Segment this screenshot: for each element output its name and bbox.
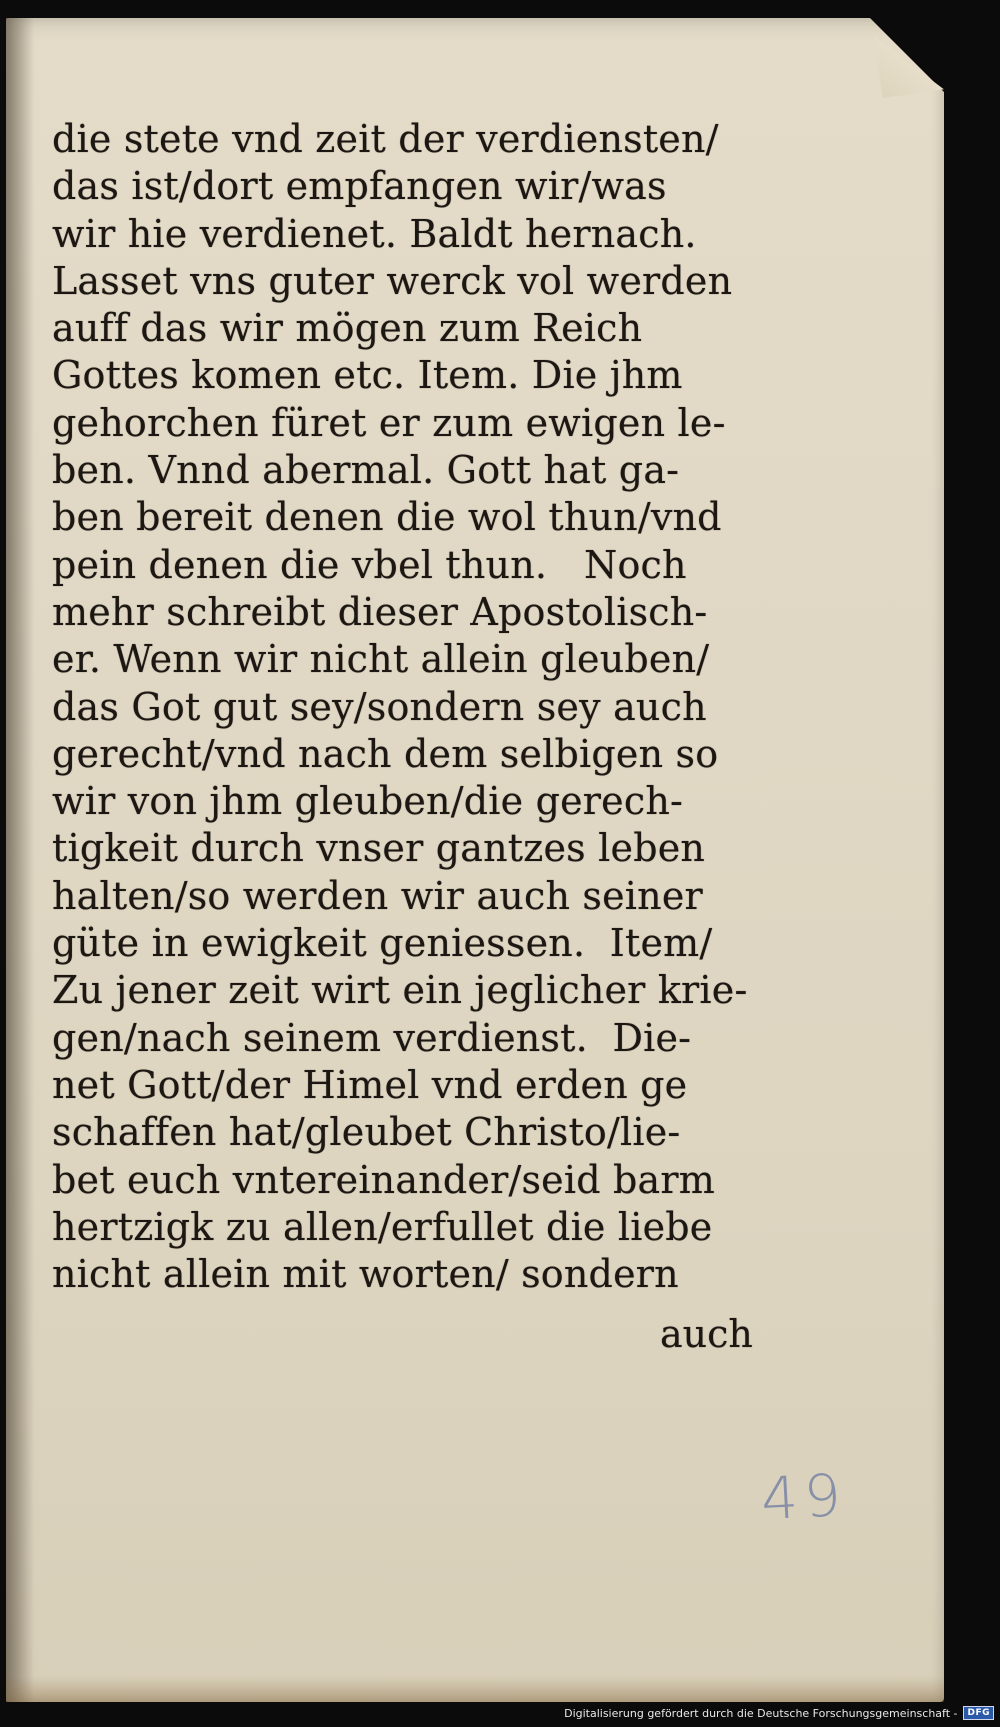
text-line: bet euch vntereinander/seid barm [52, 1157, 715, 1202]
text-line: schaffen hat/gleubet Christo/lie- [52, 1110, 681, 1155]
text-line: das ist/dort empfangen wir/was [52, 164, 667, 209]
text-line: ben. Vnnd abermal. Gott hat ga- [52, 448, 680, 493]
page-gutter-shadow [6, 18, 34, 1702]
text-line: ben bereit denen die wol thun/vnd [52, 495, 722, 540]
text-line: wir hie verdienet. Baldt hernach. [52, 211, 697, 256]
text-line: mehr schreibt dieser Apostolisch- [52, 589, 708, 634]
text-line: wir von jhm gleuben/die gerech- [52, 779, 684, 824]
text-line: net Gott/der Himel vnd erden ge [52, 1062, 688, 1107]
body-text-block [52, 116, 792, 1298]
text-line: gehorchen füret er zum ewigen le- [52, 400, 726, 445]
text-line: güte in ewigkeit geniessen. Item/ [52, 921, 713, 966]
footer-credit-bar [564, 1703, 994, 1723]
book-page [6, 18, 944, 1702]
text-line: Gottes komen etc. Item. Die jhm [52, 353, 683, 398]
text-line: halten/so werden wir auch seiner [52, 873, 703, 918]
text-line: nicht allein mit worten/ sondern [52, 1252, 679, 1297]
dfg-logo: DFG [963, 1706, 994, 1720]
text-line: Lasset vns guter werck vol werden [52, 258, 733, 303]
text-line: pein denen die vbel thun. Noch [52, 542, 687, 587]
catchword: auch [660, 1312, 753, 1356]
page-bottom-edge [6, 1676, 944, 1702]
text-line: Zu jener zeit wirt ein jeglicher krie- [52, 968, 748, 1013]
footer-credit-text: Digitalisierung gefördert durch die Deutsche Forschungsgemeinschaft - [564, 1706, 958, 1720]
text-line: auff das wir mögen zum Reich [52, 306, 643, 351]
text-line: das Got gut sey/sondern sey auch [52, 684, 707, 729]
text-line: gen/nach seinem verdienst. Die- [52, 1015, 692, 1060]
text-line: er. Wenn wir nicht allein gleuben/ [52, 637, 710, 682]
text-line: die stete vnd zeit der verdiensten/ [52, 117, 719, 161]
text-line: hertzigk zu allen/erfullet die liebe [52, 1204, 713, 1249]
text-line: tigkeit durch vnser gantzes leben [52, 826, 706, 871]
text-line: gerecht/vnd nach dem selbigen so [52, 731, 719, 776]
folio-number: 49 [759, 1460, 849, 1534]
